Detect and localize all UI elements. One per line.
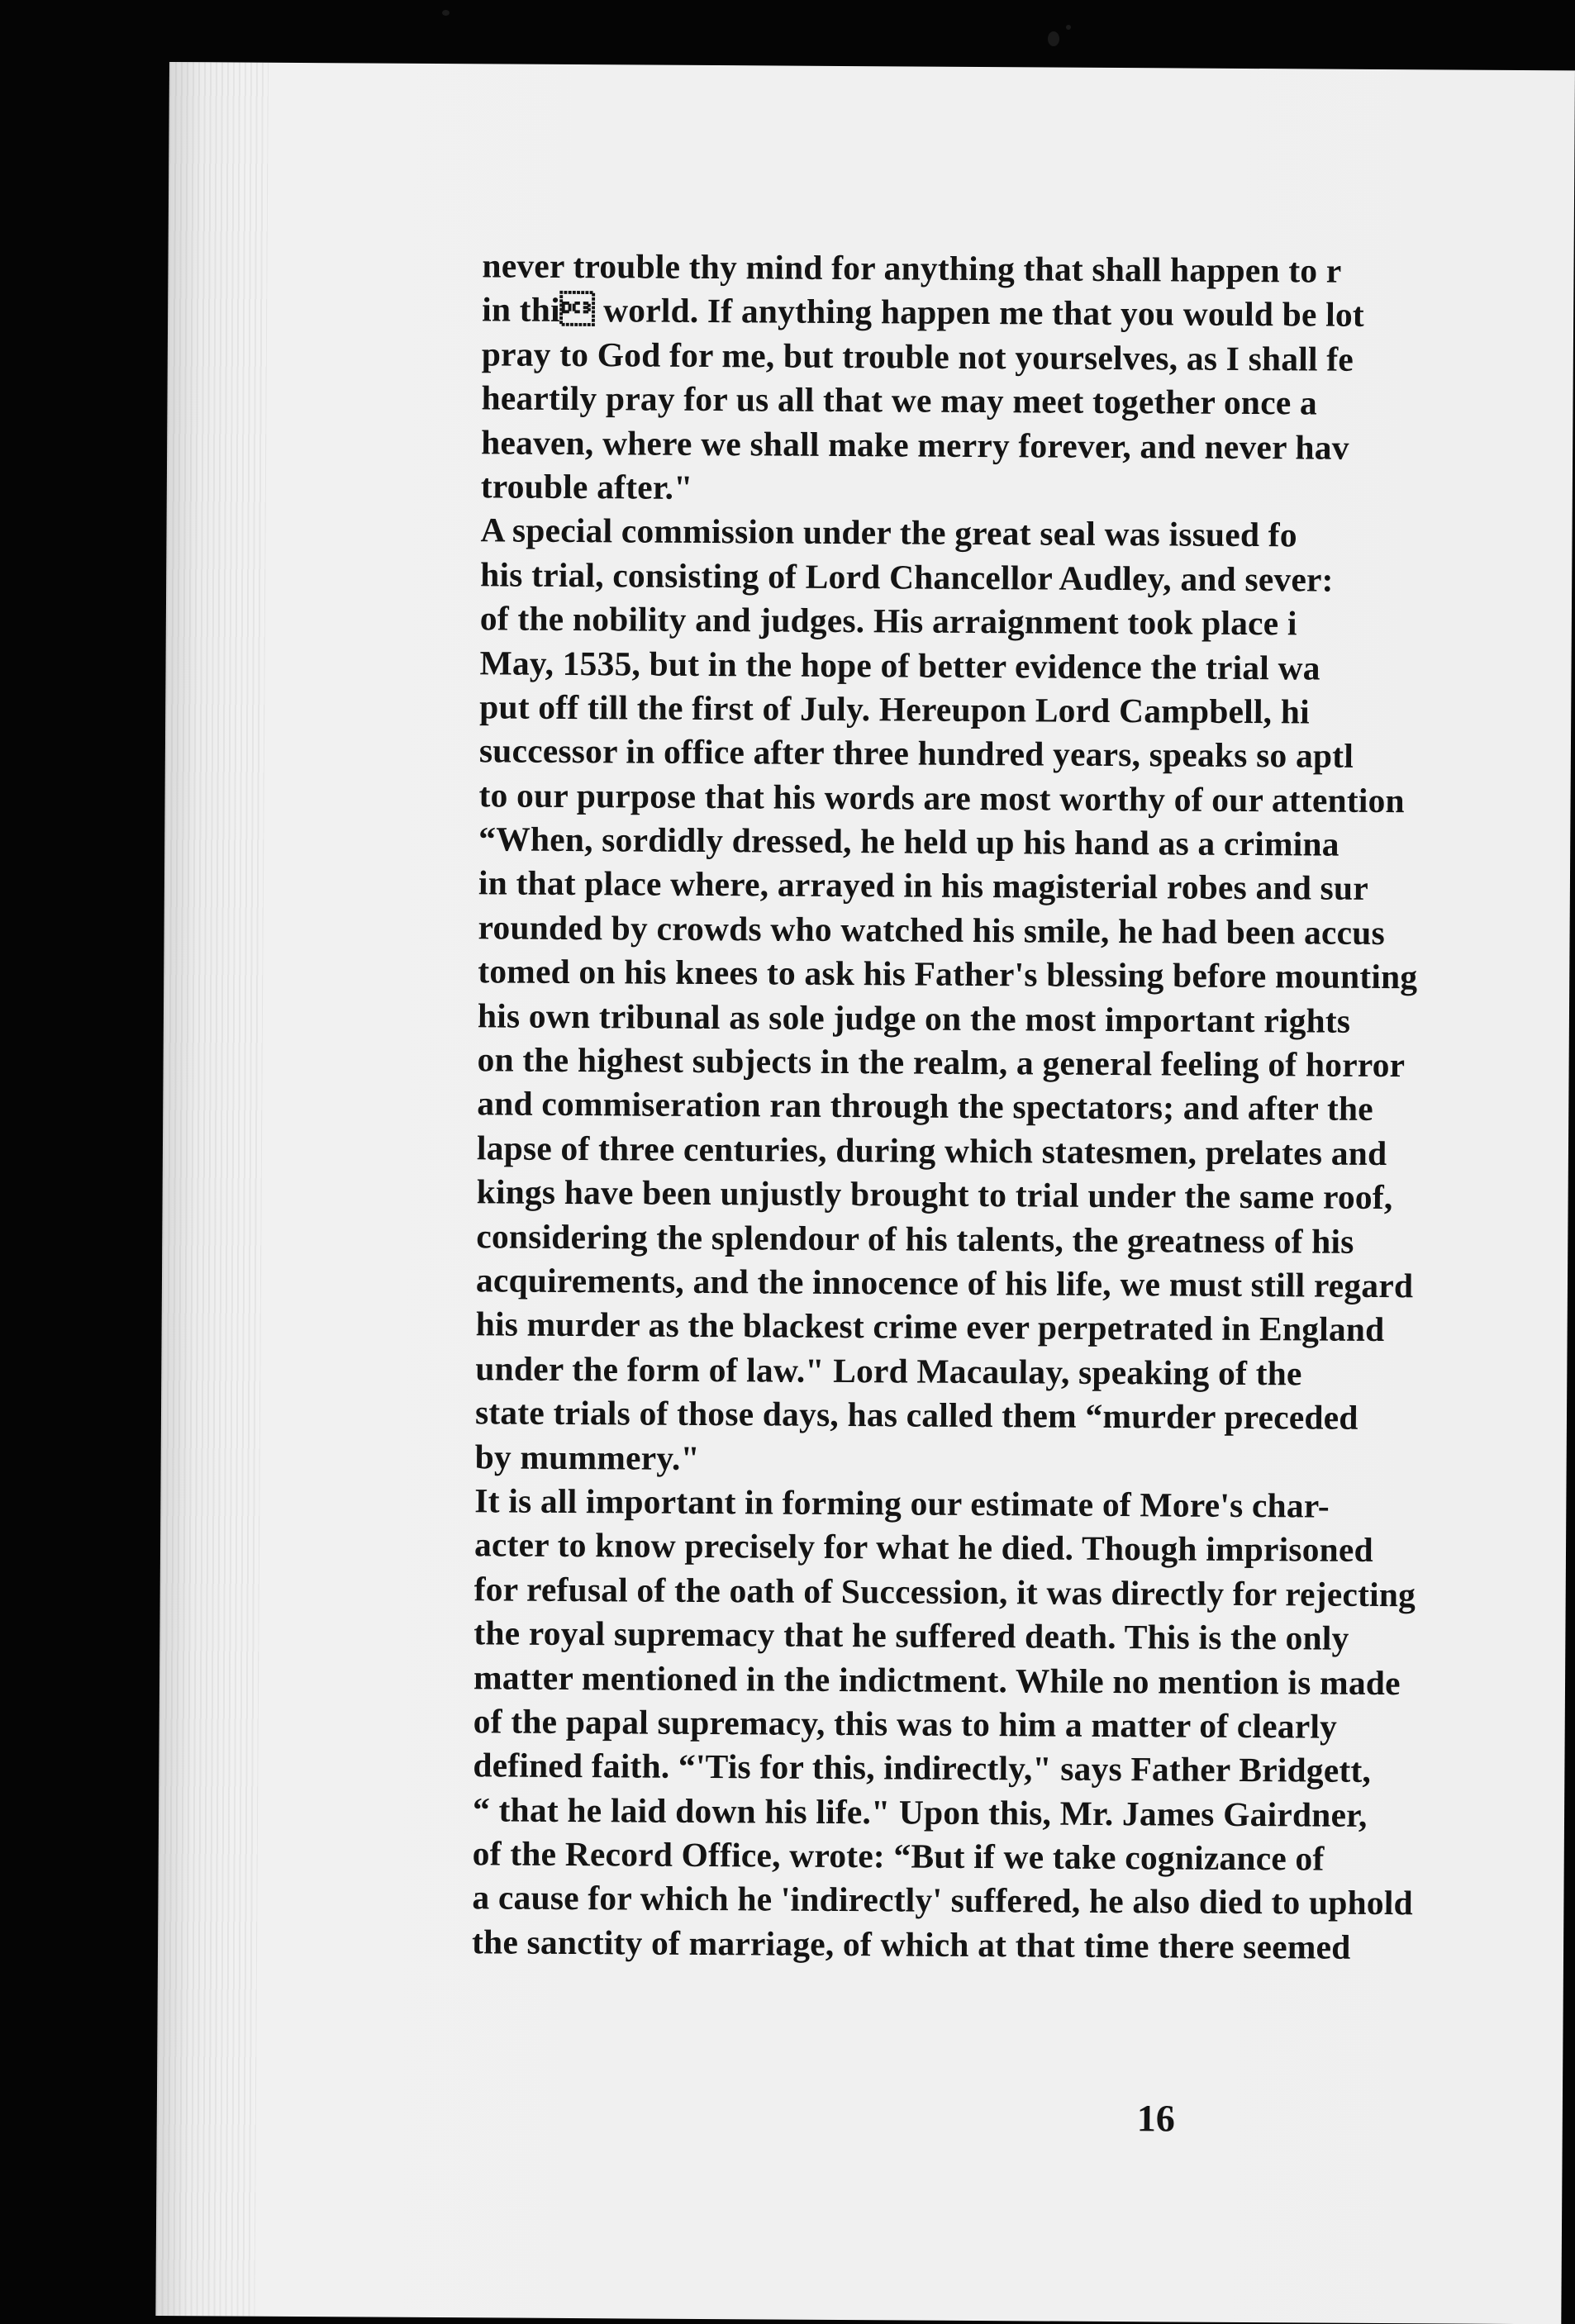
scan-speck [442,10,450,16]
scan-speck [1066,25,1071,30]
text-line: by mummery." [474,1437,700,1477]
text-line: pray to God for me, but trouble not yourselves, as I shall fe [481,335,1354,378]
text-line: put off till the first of July. Hereupon Lord Campbell, hi [479,687,1310,731]
text-line: considering the splendour of his talents, the greatness of his [476,1216,1354,1261]
text-line: matter mentioned in the indictment. While no mention is made [473,1657,1401,1702]
text-line: rounded by crowds who watched his smile, he had been accus [478,908,1386,952]
text-line: “When, sordidly dressed, he held up his hand as a crimina [478,820,1339,863]
text-line: on the highest subjects in the realm, a general feeling of horror [477,1040,1406,1085]
text-line: for refusal of the oath of Succession, it was directly for rejecting [473,1570,1416,1613]
text-line: of the Record Office, wrote: “But if we take cognizance of [472,1834,1325,1878]
text-line: heartily pray for us all that we may meet together once a [481,378,1318,422]
text-line: successor in office after three hundred years, speaks so aptl [478,731,1354,776]
text-line: acter to know precisely for what he died. Though imprisoned [473,1525,1373,1570]
page-number: 16 [1136,2097,1175,2140]
text-line: trouble after." [480,467,693,506]
text-line: to our purpose that his words are most worthy of our attention [478,775,1405,820]
text-line: of the papal supremacy, this was to him a matter of clearly [473,1702,1338,1746]
book-page [155,62,1575,2324]
text-line: acquirements, and the innocence of his life, we must still regard [475,1261,1414,1305]
scan-speck [1048,31,1059,46]
text-line: defined faith. “'Tis for this, indirectly," says Father Bridgett, [473,1746,1372,1790]
text-line: the sanctity of marriage, of which at that time there seemed [471,1922,1351,1966]
text-line: kings have been unjustly brought to trial under the same roof, [476,1172,1393,1217]
text-line: tomed on his knees to ask his Father's blessing before mounting [478,952,1418,996]
text-line: in that place where, arrayed in his magisterial robes and sur [478,863,1369,908]
text-line: his trial, consisting of Lord Chancellor Audley, and sever: [480,555,1334,599]
body-text [472,244,1575,1972]
text-line: It is all important in forming our estimate of More's char- [474,1481,1330,1525]
text-line: lapse of three centuries, during which statesmen, prelates and [476,1129,1387,1172]
text-line: his murder as the blackest crime ever perpetrated in England [475,1305,1385,1349]
text-line: never trouble thy mind for anything that shall happen to r [482,246,1342,290]
text-line: a cause for which he 'indirectly' suffered, he also died to uphold [472,1878,1413,1922]
text-line: and commiseration ran through the spectators; and after the [477,1084,1374,1129]
text-line: the royal supremacy that he suffered death. This is the only [473,1613,1349,1657]
text-line: his own tribunal as sole judge on the most important rights [477,996,1351,1040]
text-line: May, 1535, but in the hope of better evidence the trial wa [479,643,1320,687]
text-line: “ that he laid down his life." Upon this, Mr. James Gairdner, [472,1789,1368,1834]
page-gutter-edge [155,62,269,2317]
text-line: in thi world. If anything happen me that you would be lot [482,290,1365,335]
text-line: under the form of law." Lord Macaulay, speaking of the [475,1349,1302,1393]
text-line: state trials of those days, has called them “murder preceded [474,1393,1358,1437]
text-line: of the nobility and judges. His arraignment took place i [479,599,1297,643]
text-line: heaven, where we shall make merry forever, and never hav [481,422,1349,467]
text-line: A special commission under the great seal was issued fo [480,511,1297,554]
